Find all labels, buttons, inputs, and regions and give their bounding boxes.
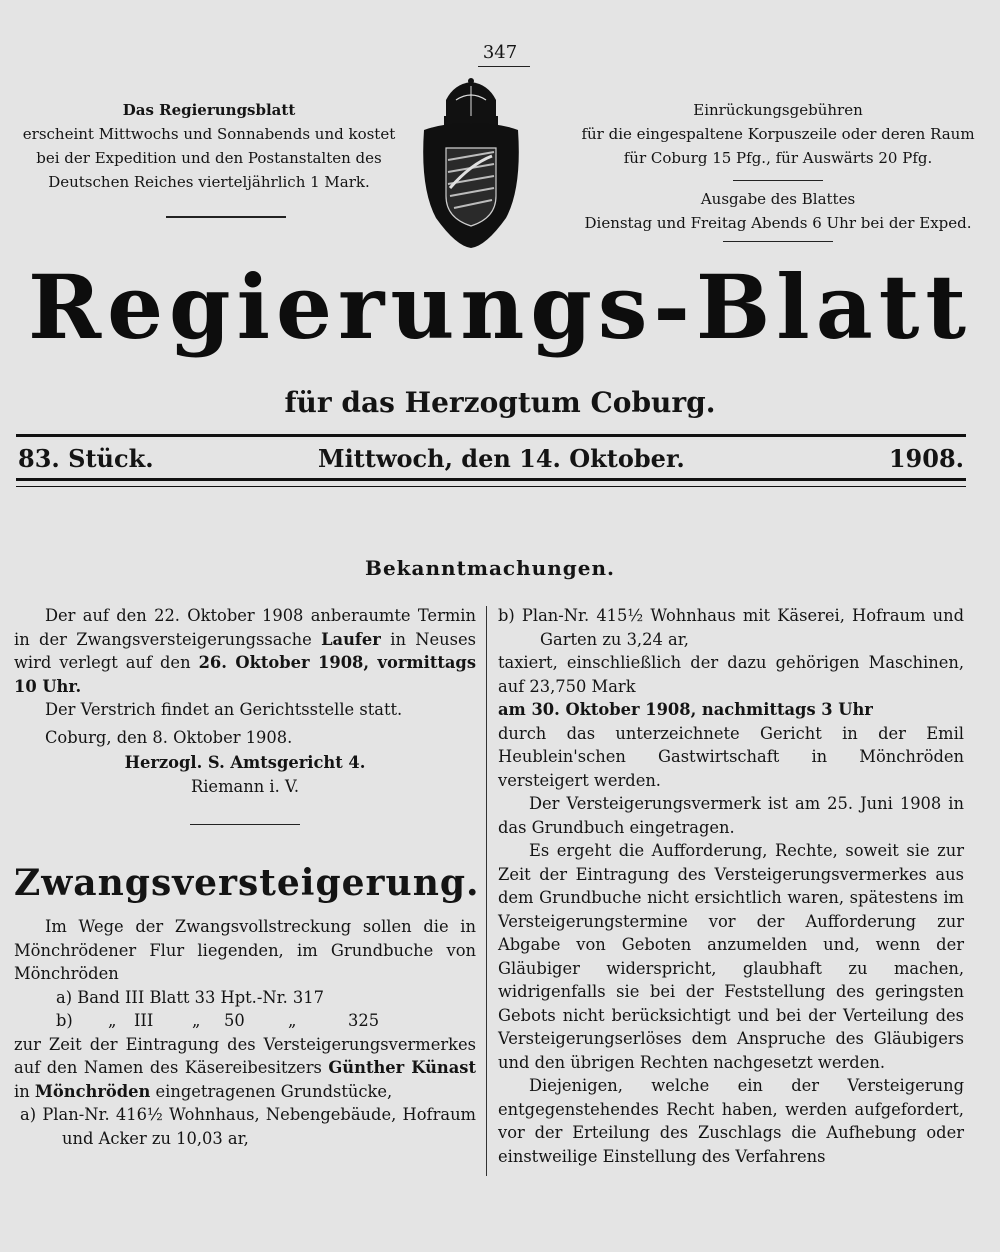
issue-date: Mittwoch, den 14. Oktober. (318, 444, 685, 473)
owner-text: zur Zeit der Eintragung des Versteigerungsvermerkes auf den Namen des Käsereibesitzers (14, 1034, 476, 1077)
entry-sheet: 50 (224, 1011, 245, 1030)
parcel-b: b) Plan-Nr. 415½ Wohnhaus mit Käserei, Hofraum und Garten zu 3,24 ar, (498, 606, 964, 649)
signature: Riemann i. V. (190, 776, 300, 796)
auction-date: am 30. Oktober 1908, nachmittags 3 Uhr (498, 700, 873, 719)
dateline-top-rule (16, 434, 966, 437)
registration-note: Der Versteigerungsvermerk ist am 25. Juni 1908 in das Grundbuch eingetragen. (498, 794, 964, 837)
subscription-line: bei der Expedition und den Postanstalten des (36, 149, 382, 167)
notice-text: in Neuses wird verlegt auf den (14, 629, 477, 672)
page-number: 347 (482, 42, 518, 63)
rights-request: Es ergeht die Aufforderung, Rechte, soweit sie zur Zeit der Eintragung des Versteigerungsvermerkes aus dem Grundbuche nicht ersichtlich waren, spätestens im Versteigerungstermine vor der Aufforderung zur Abgabe von Geboten anzumelden und, wenn der Gläubiger widerspricht, glaubhaft zu machen, widrigenfalls sie bei der Feststellung des geringsten Gebots nicht berücksichtigt und bei der Verteilung des Versteigerungserlöses dem Anspruche des Gläubigers und den übrigen Rechten nachgesetzt werden. (498, 841, 964, 1072)
notice-place-date: Coburg, den 8. Oktober 1908. (44, 727, 293, 747)
owner-text: in (14, 1081, 35, 1101)
subscription-line: Das Regierungsblatt (122, 101, 296, 119)
issue-year: 1908. (888, 444, 964, 473)
ditto-mark: „ (288, 1011, 297, 1030)
fee-line: für die eingespaltene Korpuszeile oder deren Raum (581, 125, 975, 143)
column-separator (486, 606, 487, 1176)
fee-rule (733, 180, 823, 181)
fee-line: Einrückungsgebühren (693, 101, 863, 119)
page-number-rule (478, 66, 530, 67)
entry-number: 325 (348, 1011, 380, 1030)
masthead-title: Regierungs-Blatt (27, 255, 973, 359)
ditto-mark: „ (192, 1011, 201, 1030)
issue-line: Ausgabe des Blattes (700, 190, 856, 208)
header-left-rule (166, 216, 286, 218)
owner-name: Günther Künast (328, 1058, 476, 1077)
header-right-rule (723, 241, 833, 242)
fee-line: für Coburg 15 Pfg., für Auswärts 20 Pfg. (623, 149, 933, 167)
new-date: 26. Oktober 1908, vormittags 10 Uhr. (14, 653, 476, 696)
parcel-a: a) Plan-Nr. 416½ Wohnhaus, Nebengebäude, Hofraum und Acker zu 10,03 ar, (20, 1105, 476, 1148)
register-entry-b (14, 1009, 476, 1033)
entry-band: III (134, 1011, 154, 1030)
register-entry-a: a) Band III Blatt 33 Hpt.-Nr. 317 (56, 987, 324, 1007)
owner-paragraph (14, 1033, 476, 1104)
notice-text: Der auf den 22. Oktober 1908 anberaumte Termin in der Zwangsversteigerungssache (14, 606, 476, 649)
notice-location: Der Verstrich findet an Gerichtsstelle statt. (44, 700, 403, 719)
issue-line: Dienstag und Freitag Abends 6 Uhr bei der Exped. (584, 214, 972, 232)
objection-notice: Diejenigen, welche ein der Versteigerung entgegenstehendes Recht haben, werden aufgefordert, vor der Erteilung des Zuschlags die Aufhebung oder einstweilige Einstellung des Verfahrens (498, 1076, 964, 1166)
left-column (14, 604, 480, 1150)
court-name: Herzogl. S. Amtsgericht 4. (124, 753, 366, 772)
auction-place: durch das unterzeichnete Gericht in der Emil Heublein'schen Gastwirtschaft in Mönchröden versteigert werden. (498, 723, 964, 790)
right-column (498, 604, 964, 1168)
owner-place: Mönchröden (34, 1081, 151, 1101)
subscription-info (10, 98, 408, 218)
fee-info (578, 98, 978, 242)
subscription-line: erscheint Mittwochs und Sonnabends und kostet (22, 125, 396, 143)
masthead-subtitle: für das Herzogtum Coburg. (284, 386, 716, 419)
subscription-line: Deutschen Reiches vierteljährlich 1 Mark. (48, 173, 370, 191)
dateline-bottom-rule-thin (16, 486, 966, 487)
case-name: Laufer (321, 629, 381, 649)
entry-label: b) (56, 1011, 73, 1030)
ditto-mark: „ (108, 1011, 117, 1030)
section-heading: Bekanntmachungen. (365, 556, 615, 580)
auction-title: Zwangsversteigerung. (14, 862, 480, 904)
auction-intro: Im Wege der Zwangsvollstreckung sollen die in Mönchrödener Flur liegenden, im Grundbuche von Mönchröden (14, 917, 476, 983)
dateline-bottom-rule (16, 478, 966, 481)
coat-of-arms-icon (416, 78, 526, 250)
column-divider-rule (190, 824, 300, 825)
appraisal: taxiert, einschließlich der dazu gehörigen Maschinen, auf 23,750 Mark (498, 653, 964, 696)
owner-text: eingetragenen Grundstücke, (150, 1081, 393, 1101)
notice-postponement (14, 604, 476, 698)
issue-number: 83. Stück. (18, 444, 154, 473)
